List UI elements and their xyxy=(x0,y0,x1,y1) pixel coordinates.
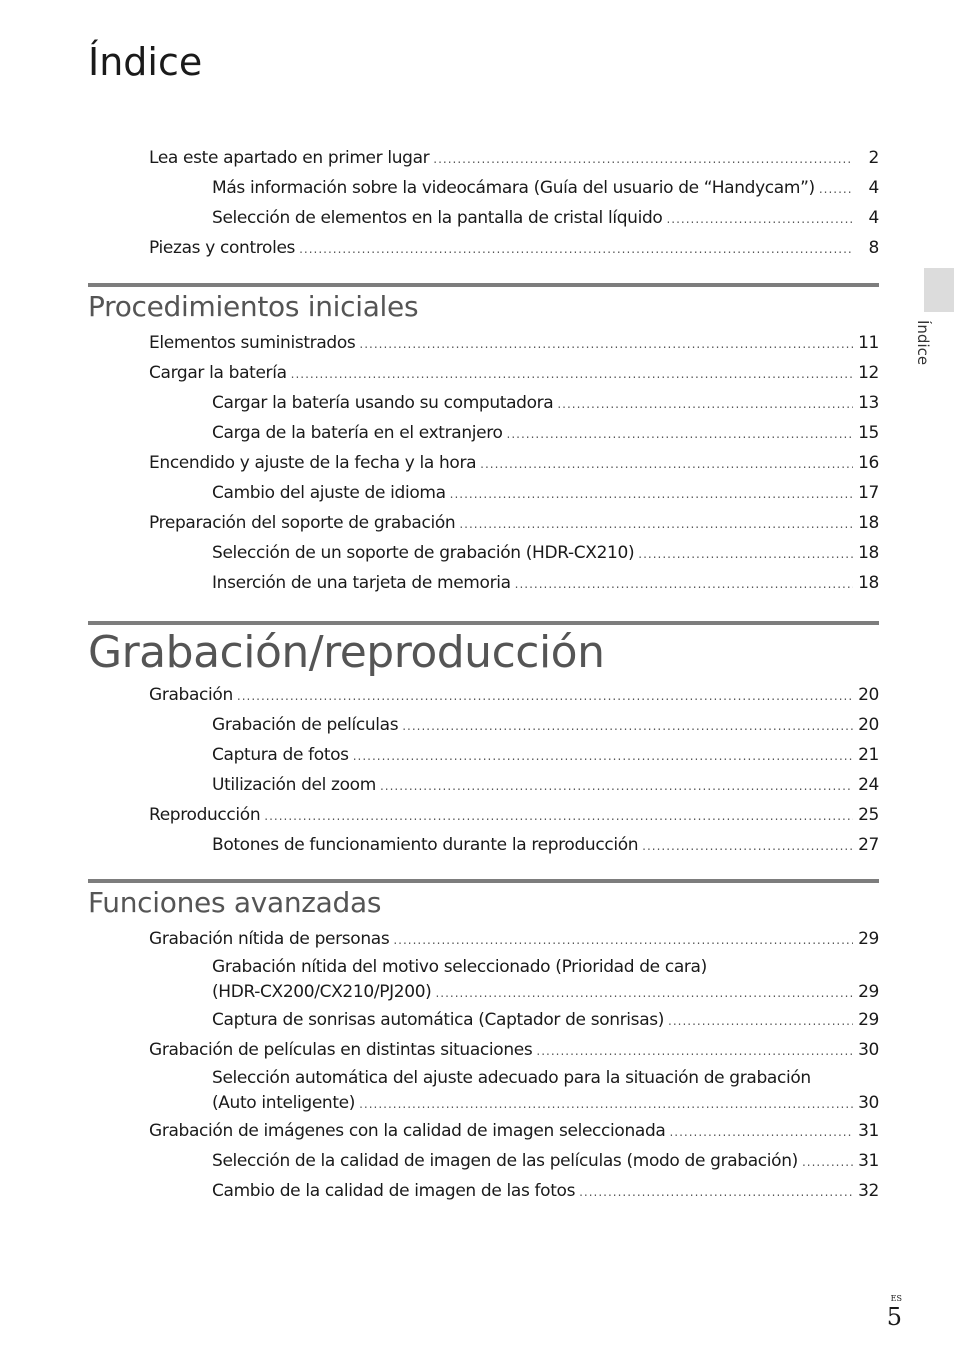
dot-leader xyxy=(669,1118,853,1147)
page-ref: 29 xyxy=(858,1010,879,1030)
page-ref: 32 xyxy=(858,1181,879,1201)
dot-leader xyxy=(299,235,853,264)
toc-entry[interactable]: Cambio de la calidad de imagen de las fotos ..... 32 xyxy=(88,1177,879,1207)
page-number xyxy=(887,1294,902,1330)
dot-leader xyxy=(450,480,853,509)
dot-leader xyxy=(579,1178,853,1207)
dot-leader xyxy=(557,390,853,419)
page-ref: 31 xyxy=(858,1151,879,1171)
toc-intro xyxy=(88,144,879,264)
page-ref: 13 xyxy=(858,393,879,413)
dot-leader xyxy=(393,926,853,955)
section-rule xyxy=(88,879,879,883)
dot-leader xyxy=(435,981,853,1006)
section-heading: Funciones avanzadas xyxy=(88,886,382,919)
toc-entry[interactable]: Grabación nítida del motivo seleccionado (Prioridad de cara) (HDR-CX200/CX210/PJ200) ..... 29 xyxy=(88,955,879,1006)
toc-entry[interactable]: Grabación nítida de personas ..... 29 xyxy=(88,925,879,955)
toc-entry[interactable]: Cargar la batería usando su computadora ..... 13 xyxy=(88,389,879,419)
page-ref: 29 xyxy=(858,982,879,1002)
dot-leader xyxy=(536,1037,853,1066)
page-ref: 11 xyxy=(858,333,879,353)
dot-leader xyxy=(507,420,853,449)
page-ref: 18 xyxy=(858,573,879,593)
side-thumb-tab xyxy=(924,268,954,312)
page-ref: 20 xyxy=(858,715,879,735)
toc-entry[interactable]: Cargar la batería ..... 12 xyxy=(88,359,879,389)
page-ref: 15 xyxy=(858,423,879,443)
toc-entry[interactable]: Carga de la batería en el extranjero ..... 15 xyxy=(88,419,879,449)
page-ref: 31 xyxy=(858,1121,879,1141)
dot-leader xyxy=(264,802,853,831)
page-title: Índice xyxy=(88,40,203,84)
toc-entry[interactable]: Cambio del ajuste de idioma ..... 17 xyxy=(88,479,879,509)
toc-entry[interactable]: Grabación ..... 20 xyxy=(88,681,879,711)
dot-leader xyxy=(819,175,853,204)
toc-entry[interactable]: Captura de fotos ..... 21 xyxy=(88,741,879,771)
dot-leader xyxy=(380,772,853,801)
page-ref: 18 xyxy=(858,513,879,533)
page-ref: 24 xyxy=(858,775,879,795)
toc-entry[interactable]: Selección de elementos en la pantalla de cristal líquido ..... 4 xyxy=(88,204,879,234)
dot-leader xyxy=(291,360,853,389)
toc-section-procedimientos xyxy=(88,283,879,599)
toc-entry[interactable]: Captura de sonrisas automática (Captador de sonrisas) ..... 29 xyxy=(88,1006,879,1036)
page-ref: 17 xyxy=(858,483,879,503)
toc-entry[interactable]: Encendido y ajuste de la fecha y la hora ..... 16 xyxy=(88,449,879,479)
page-ref: 30 xyxy=(858,1040,879,1060)
dot-leader xyxy=(459,510,853,539)
section-heading: Procedimientos iniciales xyxy=(88,290,419,323)
section-rule xyxy=(88,283,879,287)
page-ref: 2 xyxy=(868,148,879,168)
dot-leader xyxy=(359,1092,853,1117)
toc-section-funciones xyxy=(88,879,879,1207)
page-ref: 4 xyxy=(868,178,879,198)
toc-entry[interactable]: Elementos suministrados ..... 11 xyxy=(88,329,879,359)
dot-leader xyxy=(402,712,853,741)
section-heading: Grabación/reproducción xyxy=(88,627,605,678)
dot-leader xyxy=(359,330,853,359)
toc-entry[interactable]: Lea este apartado en primer lugar ..... 2 xyxy=(88,144,879,174)
page-ref: 25 xyxy=(858,805,879,825)
toc-entry[interactable]: Grabación de imágenes con la calidad de imagen seleccionada ..... 31 xyxy=(88,1117,879,1147)
dot-leader xyxy=(433,145,853,174)
page-ref: 12 xyxy=(858,363,879,383)
toc-entry[interactable]: Grabación de películas en distintas situaciones ..... 30 xyxy=(88,1036,879,1066)
dot-leader xyxy=(237,682,853,711)
toc-entry[interactable]: Reproducción ..... 25 xyxy=(88,801,879,831)
page-ref: 20 xyxy=(858,685,879,705)
page-ref: 27 xyxy=(858,835,879,855)
toc-entry[interactable]: Más información sobre la videocámara (Guía del usuario de “Handycam”) ..... 4 xyxy=(88,174,879,204)
page-ref: 18 xyxy=(858,543,879,563)
toc-entry[interactable]: Selección de la calidad de imagen de las películas (modo de grabación) ..... 31 xyxy=(88,1147,879,1177)
page-ref: 8 xyxy=(868,238,879,258)
dot-leader xyxy=(353,742,853,771)
page-number-value: 5 xyxy=(886,1303,902,1331)
toc-entry[interactable]: Botones de funcionamiento durante la reproducción ..... 27 xyxy=(88,831,879,861)
dot-leader xyxy=(638,540,853,569)
page-ref: 16 xyxy=(858,453,879,473)
dot-leader xyxy=(666,205,853,234)
toc-section-grabacion xyxy=(88,621,879,861)
toc-entry[interactable]: Inserción de una tarjeta de memoria ..... 18 xyxy=(88,569,879,599)
side-tab-label: Índice xyxy=(914,320,932,366)
toc-entry[interactable]: Preparación del soporte de grabación ..... 18 xyxy=(88,509,879,539)
page-ref: 4 xyxy=(868,208,879,228)
dot-leader xyxy=(515,570,853,599)
toc-entry[interactable]: Grabación de películas ..... 20 xyxy=(88,711,879,741)
dot-leader xyxy=(802,1148,853,1177)
page-ref: 29 xyxy=(858,929,879,949)
dot-leader xyxy=(480,450,853,479)
toc-entry[interactable]: Utilización del zoom ..... 24 xyxy=(88,771,879,801)
toc-entry[interactable]: Selección automática del ajuste adecuado para la situación de grabación (Auto inteligente) ..... 30 xyxy=(88,1066,879,1117)
toc-entry[interactable]: Piezas y controles ..... 8 xyxy=(88,234,879,264)
toc-entry[interactable]: Selección de un soporte de grabación (HDR-CX210) ..... 18 xyxy=(88,539,879,569)
language-code: ES xyxy=(890,1294,902,1303)
dot-leader xyxy=(642,832,853,861)
page-ref: 30 xyxy=(858,1093,879,1113)
page-ref: 21 xyxy=(858,745,879,765)
dot-leader xyxy=(668,1007,853,1036)
